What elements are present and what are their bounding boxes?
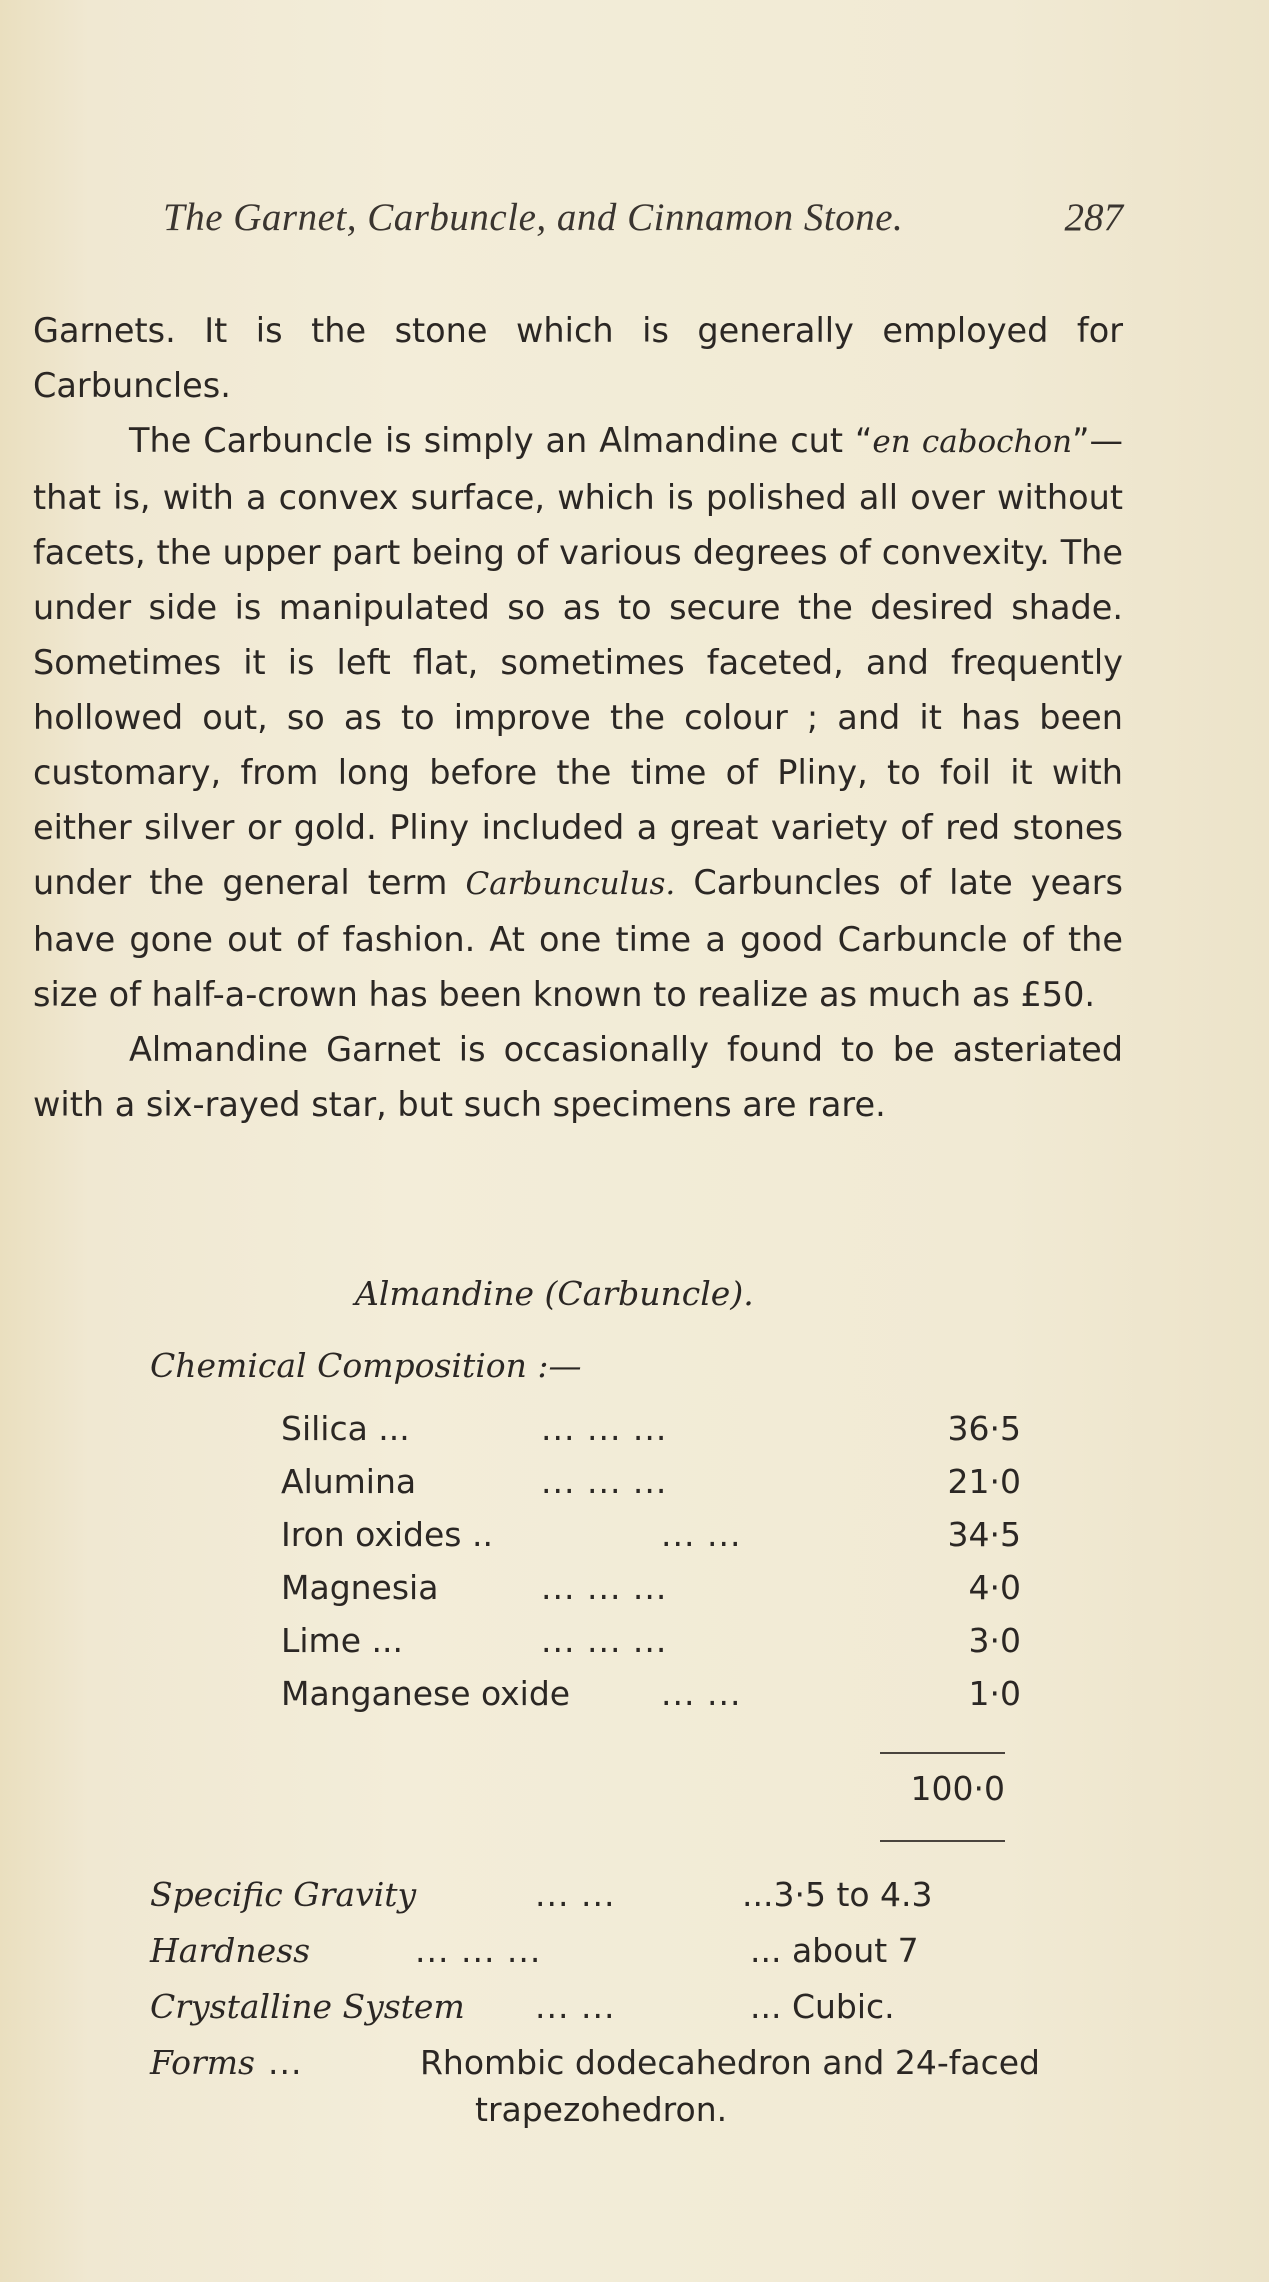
- component-value: 4·0: [968, 1568, 1021, 1607]
- property-label: Crystalline System: [150, 1987, 465, 2026]
- property-specific-gravity: [150, 1867, 1140, 1922]
- property-crystalline-system: [150, 1979, 1140, 2034]
- component-name: Magnesia: [281, 1568, 439, 1607]
- composition-row-lime: [281, 1614, 1021, 1667]
- paragraph-3: Almandine Garnet is occasionally found to be asteriated with a six-rayed star, but such specimens are rare.: [33, 1030, 1123, 1124]
- sum-rule-top: [880, 1752, 1005, 1754]
- leader-dots: ... ...: [535, 1987, 616, 2026]
- component-name: Lime ...: [281, 1621, 403, 1660]
- property-value: ... about 7: [750, 1931, 919, 1970]
- composition-row-manganese-oxide: [281, 1667, 1021, 1720]
- body-text: [33, 303, 1123, 1132]
- sum-rule-bottom: [880, 1840, 1005, 1842]
- specimen-heading: Almandine (Carbuncle).: [355, 1274, 754, 1313]
- leader-dots: ... ... ...: [541, 1409, 668, 1448]
- component-value: 1·0: [968, 1674, 1021, 1713]
- leader-dots: ... ...: [535, 1875, 616, 1914]
- forms-continuation: trapezohedron.: [475, 2090, 728, 2129]
- page-number: 287: [1064, 196, 1123, 239]
- property-value: Rhombic dodecahedron and 24-faced: [420, 2043, 1040, 2082]
- running-head: [163, 195, 1123, 255]
- component-name: Alumina: [281, 1462, 417, 1501]
- paragraph-2-italic-en-cabochon: en cabochon: [872, 424, 1073, 460]
- composition-table: [281, 1402, 1021, 1720]
- paragraph-2: [33, 413, 1123, 1022]
- leader-dots: ... ...: [661, 1674, 742, 1713]
- leader-dots: ... ... ...: [415, 1931, 542, 1970]
- property-label: Specific Gravity: [150, 1875, 417, 1914]
- component-name: Silica ...: [281, 1409, 410, 1448]
- running-head-title: The Garnet, Carbuncle, and Cinnamon Stone.: [163, 196, 904, 239]
- property-label: Hardness: [150, 1931, 311, 1970]
- composition-row-iron-oxides: [281, 1508, 1021, 1561]
- leader-dots: ...: [268, 2043, 303, 2082]
- paragraph-1: Garnets. It is the stone which is generally employed for Carbuncles.: [33, 311, 1123, 405]
- leader-dots: ... ... ...: [541, 1621, 668, 1660]
- paragraph-2-part-c: Carbuncles of late years have gone out of fashion. At one time a good Carbuncle of the size of half-a-crown has been known to realize as much as £50.: [33, 863, 1123, 1014]
- paragraph-2-part-b: ”—that is, with a convex surface, which is polished all over without facets, the upper part being of various degrees of convexity. The under side is manipulated so as to secure the desired shade. Sometimes it is left flat, sometimes faceted, and frequently hollowed out, so as to improve the colour ; and it has been customary, from long before the time of Pliny, to foil it with either silver or gold. Pliny included a great variety of red stones under the general term: [33, 421, 1123, 902]
- leader-dots: ... ... ...: [541, 1462, 668, 1501]
- composition-row-magnesia: [281, 1561, 1021, 1614]
- composition-row-alumina: [281, 1455, 1021, 1508]
- leader-dots: ... ...: [661, 1515, 742, 1554]
- leader-dots: ... ... ...: [541, 1568, 668, 1607]
- property-value: ... Cubic.: [750, 1987, 895, 2026]
- composition-row-silica: [281, 1402, 1021, 1455]
- component-value: 21·0: [947, 1462, 1021, 1501]
- property-value: ...3·5 to 4.3: [742, 1875, 933, 1914]
- composition-total: 100·0: [910, 1769, 1005, 1808]
- composition-label: Chemical Composition :—: [150, 1346, 582, 1385]
- property-forms: [150, 2035, 1140, 2090]
- component-name: Manganese oxide: [281, 1674, 571, 1713]
- property-label: Forms: [150, 2043, 255, 2082]
- component-value: 34·5: [947, 1515, 1021, 1554]
- component-name: Iron oxides ..: [281, 1515, 493, 1554]
- property-hardness: [150, 1923, 1140, 1978]
- paragraph-2-italic-carbunculus: Carbunculus.: [465, 866, 676, 902]
- component-value: 3·0: [968, 1621, 1021, 1660]
- paragraph-2-part-a: The Carbuncle is simply an Almandine cut “: [129, 421, 873, 460]
- component-value: 36·5: [947, 1409, 1021, 1448]
